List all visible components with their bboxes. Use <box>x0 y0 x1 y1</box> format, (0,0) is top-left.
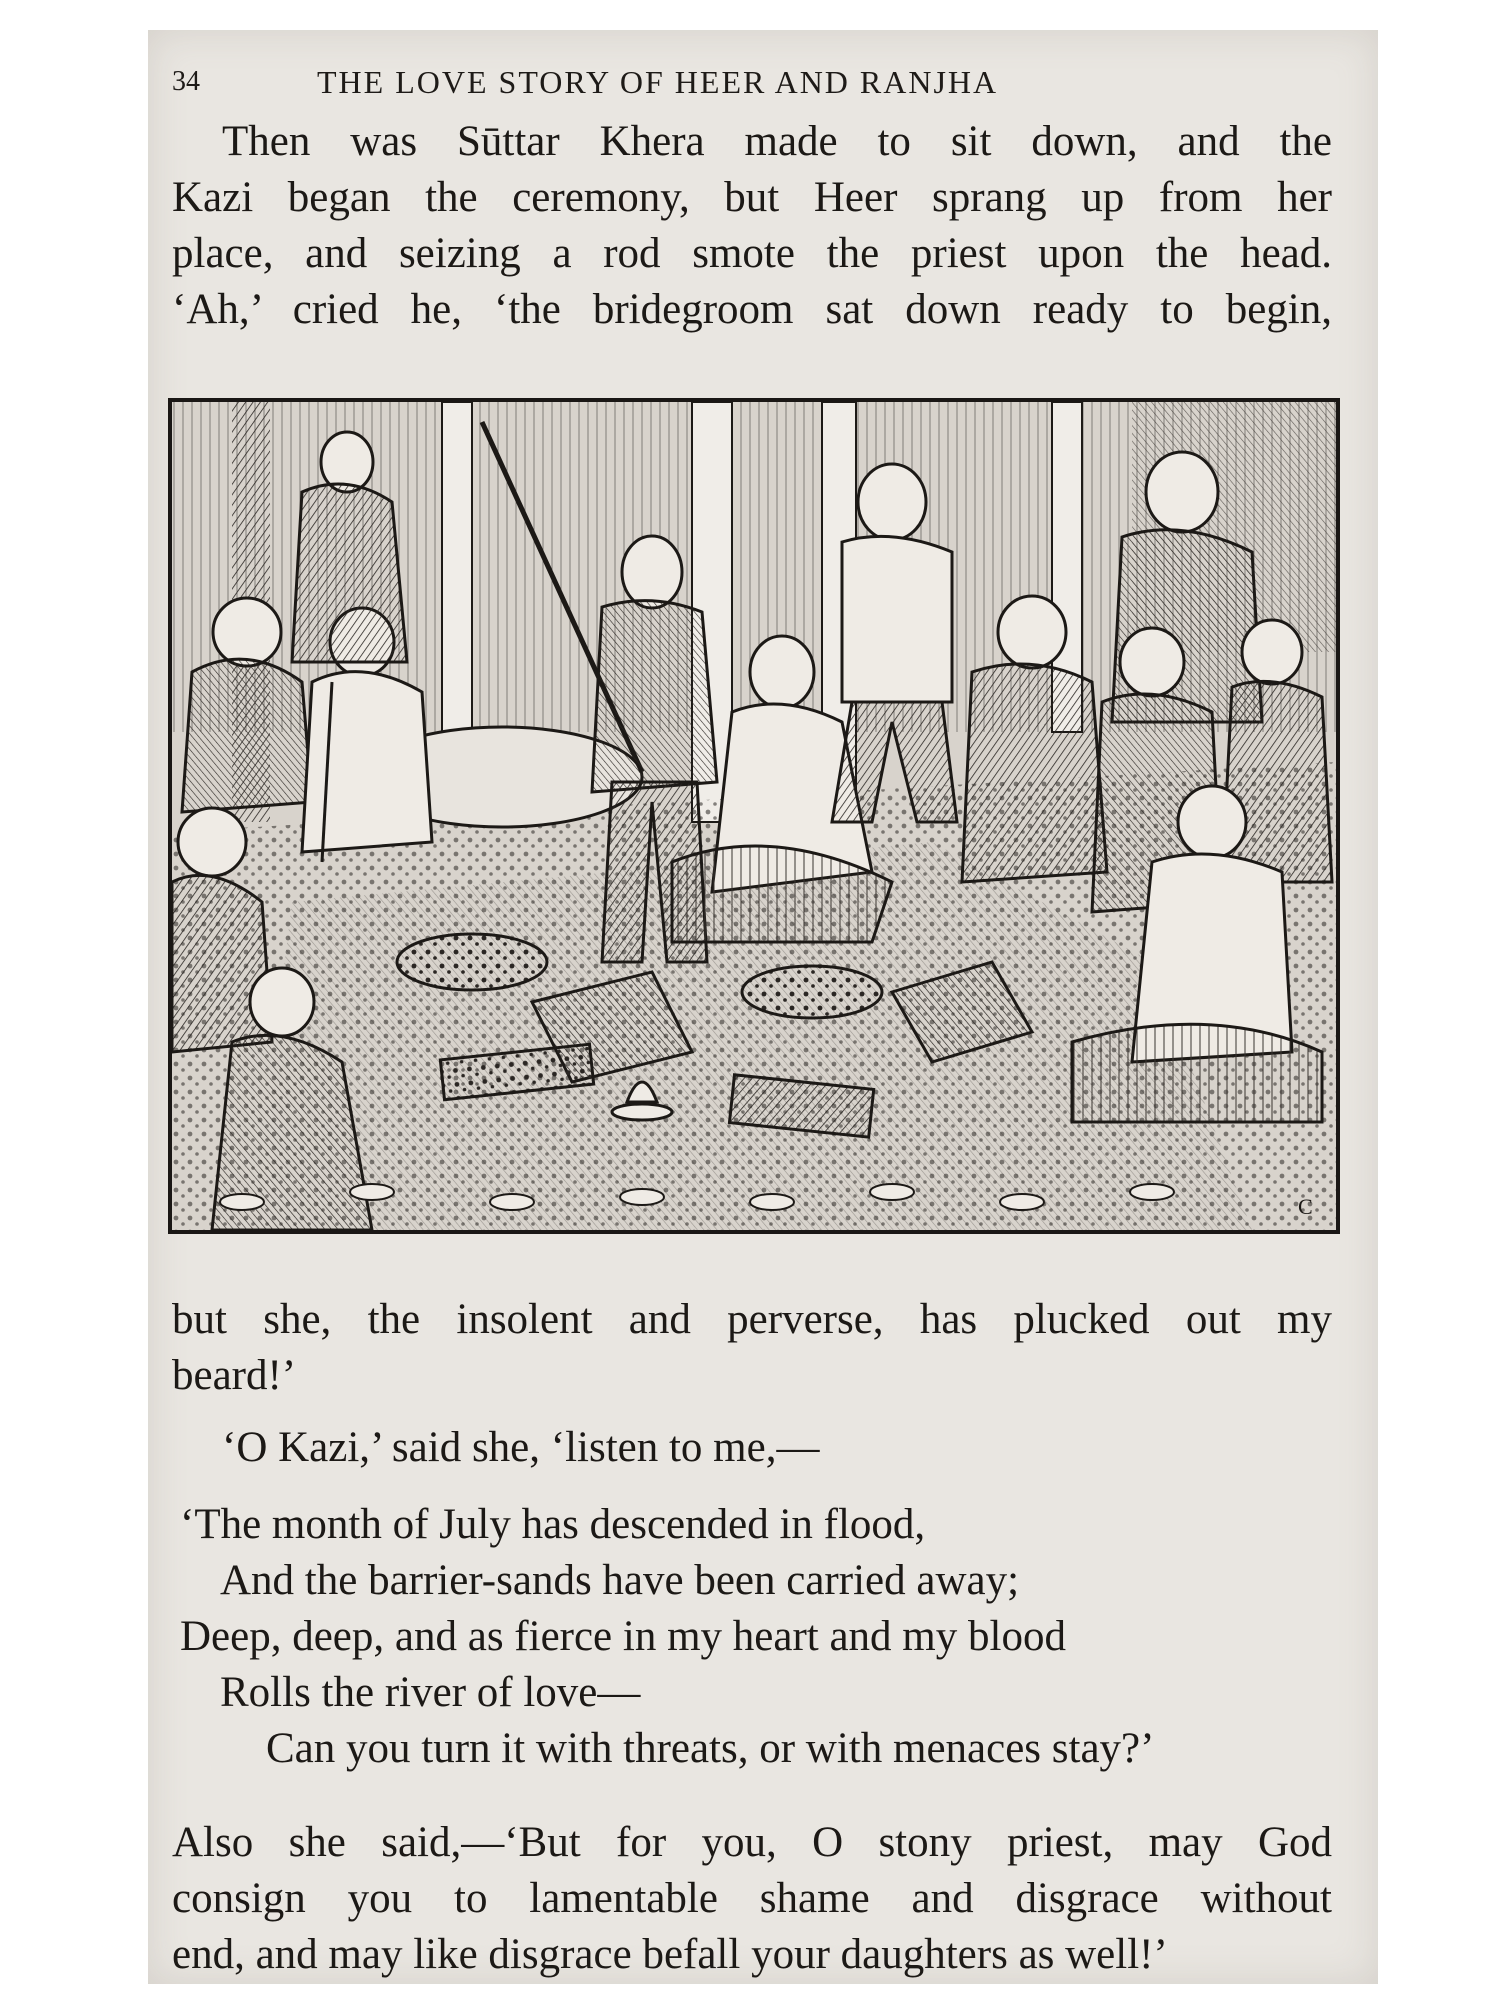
page-number: 34 <box>172 66 200 97</box>
paragraph-top-line-2: Kazi began the ceremony, but Heer sprang up from her <box>172 174 1332 221</box>
running-title: THE LOVE STORY OF HEER AND RANJHA <box>317 64 999 100</box>
scanned-page <box>148 30 1378 1984</box>
verse-line-1: ‘The month of July has descended in flood, <box>180 1501 926 1548</box>
paragraph-after-line-3: ‘O Kazi,’ said she, ‘listen to me,— <box>222 1424 820 1471</box>
paragraph-after-line-1: but she, the insolent and perverse, has plucked out my <box>172 1296 1332 1343</box>
paragraph-final-line-1: Also she said,—‘But for you, O stony priest, may God <box>172 1819 1332 1866</box>
engraver-mark: C <box>1298 1194 1313 1219</box>
paragraph-after-line-2: beard!’ <box>172 1352 297 1399</box>
paragraph-top-line-4: ‘Ah,’ cried he, ‘the bridegroom sat down ready to begin, <box>172 286 1332 333</box>
wedding-scene-illustration <box>168 398 1340 1234</box>
verse-line-5: Can you turn it with threats, or with menaces stay?’ <box>266 1725 1155 1772</box>
paragraph-top-line-3: place, and seizing a rod smote the priest upon the head. <box>172 230 1332 277</box>
paragraph-final-line-2: consign you to lamentable shame and disgrace without <box>172 1875 1332 1922</box>
verse-line-4: Rolls the river of love— <box>220 1669 641 1716</box>
wedding-scene-icon <box>172 402 1336 1230</box>
paragraph-final-line-3: end, and may like disgrace befall your daughters as well!’ <box>172 1931 1168 1978</box>
verse-line-2: And the barrier-sands have been carried away; <box>220 1557 1020 1604</box>
page-header <box>172 62 1318 102</box>
verse-line-3: Deep, deep, and as fierce in my heart and my blood <box>180 1613 1066 1660</box>
paragraph-top-line-1: Then was Sūttar Khera made to sit down, and the <box>222 118 1332 165</box>
